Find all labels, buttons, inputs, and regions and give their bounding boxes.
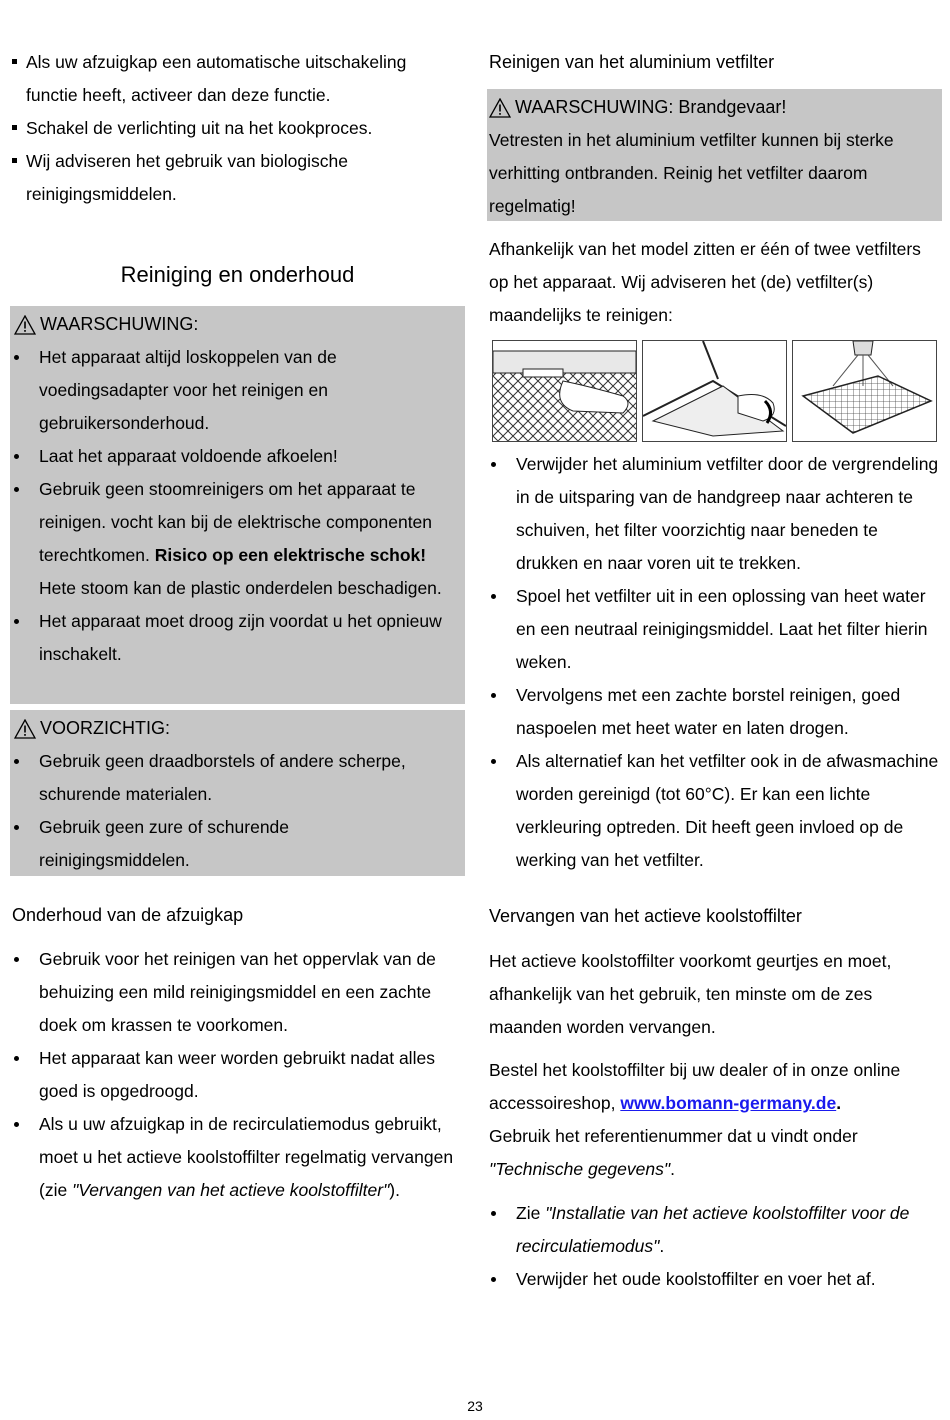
warning-title: WAARSCHUWING: — [40, 314, 199, 334]
warning-triangle-icon — [14, 315, 36, 335]
list-item: Het apparaat altijd loskoppelen van de voedingsadapter voor het reinigen en gebruikersonderhoud. — [10, 341, 455, 440]
alu-steps-list — [487, 448, 939, 877]
alu-title: Reinigen van het aluminium vetfilter — [489, 52, 775, 72]
filter-removal-illustration — [492, 340, 637, 442]
warning-triangle-icon — [489, 98, 511, 118]
page-number: 23 — [467, 1398, 483, 1414]
fire-warning-text: Vetresten in het aluminium vetfilter kunnen bij sterke verhitting ontbranden. Reinig het vetfilter daarom regelmatig! — [489, 130, 894, 216]
caution-box — [10, 710, 465, 876]
filter-pulldown-illustration — [642, 340, 787, 442]
filter-rinse-illustration — [792, 340, 937, 442]
list-item: Zie "Installatie van het actieve koolstoffilter voor de recirculatiemodus". — [487, 1197, 927, 1263]
section-title: Reiniging en onderhoud — [120, 262, 355, 287]
list-item: Gebruik geen zure of schurende reinigingsmiddelen. — [10, 811, 440, 877]
warning-box — [10, 306, 465, 704]
list-item: Als uw afzuigkap een automatische uitschakeling functie heeft, activeer dan deze functie. — [12, 46, 462, 112]
carbon-paragraph: Het actieve koolstoffilter voorkomt geurtjes en moet, afhankelijk van het gebruik, ten minste om de zes maanden worden vervangen. — [489, 951, 892, 1037]
risk-bold-text: Risico op een elektrische schok! — [154, 545, 427, 565]
list-item: Gebruik geen stoomreinigers om het apparaat te reinigen. vocht kan bij de elektrische componenten terechtkomen. Risico op een elektrische schok! Hete stoom kan de plastic onderdelen beschadigen. — [10, 473, 455, 605]
warning-triangle-icon — [14, 719, 36, 739]
list-item: Gebruik geen draadborstels of andere scherpe, schurende materialen. — [10, 745, 440, 811]
list-item: Het apparaat kan weer worden gebruikt nadat alles goed is opgedroogd. — [10, 1042, 460, 1108]
intro-list — [12, 46, 462, 211]
fire-warning-box — [487, 89, 942, 221]
list-item: Schakel de verlichting uit na het kookproces. — [12, 112, 462, 145]
list-item: Laat het apparaat voldoende afkoelen! — [10, 440, 455, 473]
list-item: Als alternatief kan het vetfilter ook in de afwasmachine worden gereinigd (tot 60°C). Er kan een lichte verkleuring optreden. Dit heeft geen invloed op de werking van het vetfilter. — [487, 745, 939, 877]
list-item: Verwijder het oude koolstoffilter en voer het af. — [487, 1263, 927, 1296]
carbon-order-paragraph: Bestel het koolstoffilter bij uw dealer of in onze online accessoireshop, www.bomann-germany.de. Gebruik het referentienummer dat u vindt onder "Technische gegevens". — [489, 1060, 901, 1179]
list-item: Gebruik voor het reinigen van het oppervlak van de behuizing een mild reinigingsmiddel en een zachte doek om krassen te voorkomen. — [10, 943, 460, 1042]
shop-link[interactable]: www.bomann-germany.de — [620, 1093, 837, 1113]
list-item: Verwijder het aluminium vetfilter door de vergrendeling in de uitsparing van de handgreep naar achteren te schuiven, het filter voorzichtig naar beneden te drukken en naar voren uit te trekken. — [487, 448, 939, 580]
maintenance-list — [10, 943, 460, 1207]
maintenance-title: Onderhoud van de afzuigkap — [12, 905, 244, 925]
list-item: Het apparaat moet droog zijn voordat u het opnieuw inschakelt. — [10, 605, 455, 671]
fire-warning-title: WAARSCHUWING: Brandgevaar! — [515, 97, 787, 117]
alu-intro: Afhankelijk van het model zitten er één of twee vetfilters op het apparaat. Wij adviseren het (de) vetfilter(s) maandelijks te reinigen: — [489, 239, 921, 325]
list-item: Spoel het vetfilter uit in een oplossing van heet water en een neutraal reinigingsmiddel. Laat het filter hierin weken. — [487, 580, 939, 679]
list-item: Wij adviseren het gebruik van biologische reinigingsmiddelen. — [12, 145, 462, 211]
list-item: Als u uw afzuigkap in de recirculatiemodus gebruikt, moet u het actieve koolstoffilter regelmatig vervangen (zie "Vervangen van het actieve koolstoffilter"). — [10, 1108, 460, 1207]
caution-title: VOORZICHTIG: — [40, 718, 170, 738]
list-item: Vervolgens met een zachte borstel reinigen, goed naspoelen met heet water en laten drogen. — [487, 679, 939, 745]
carbon-title: Vervangen van het actieve koolstoffilter — [489, 906, 802, 926]
carbon-steps-list — [487, 1197, 927, 1296]
